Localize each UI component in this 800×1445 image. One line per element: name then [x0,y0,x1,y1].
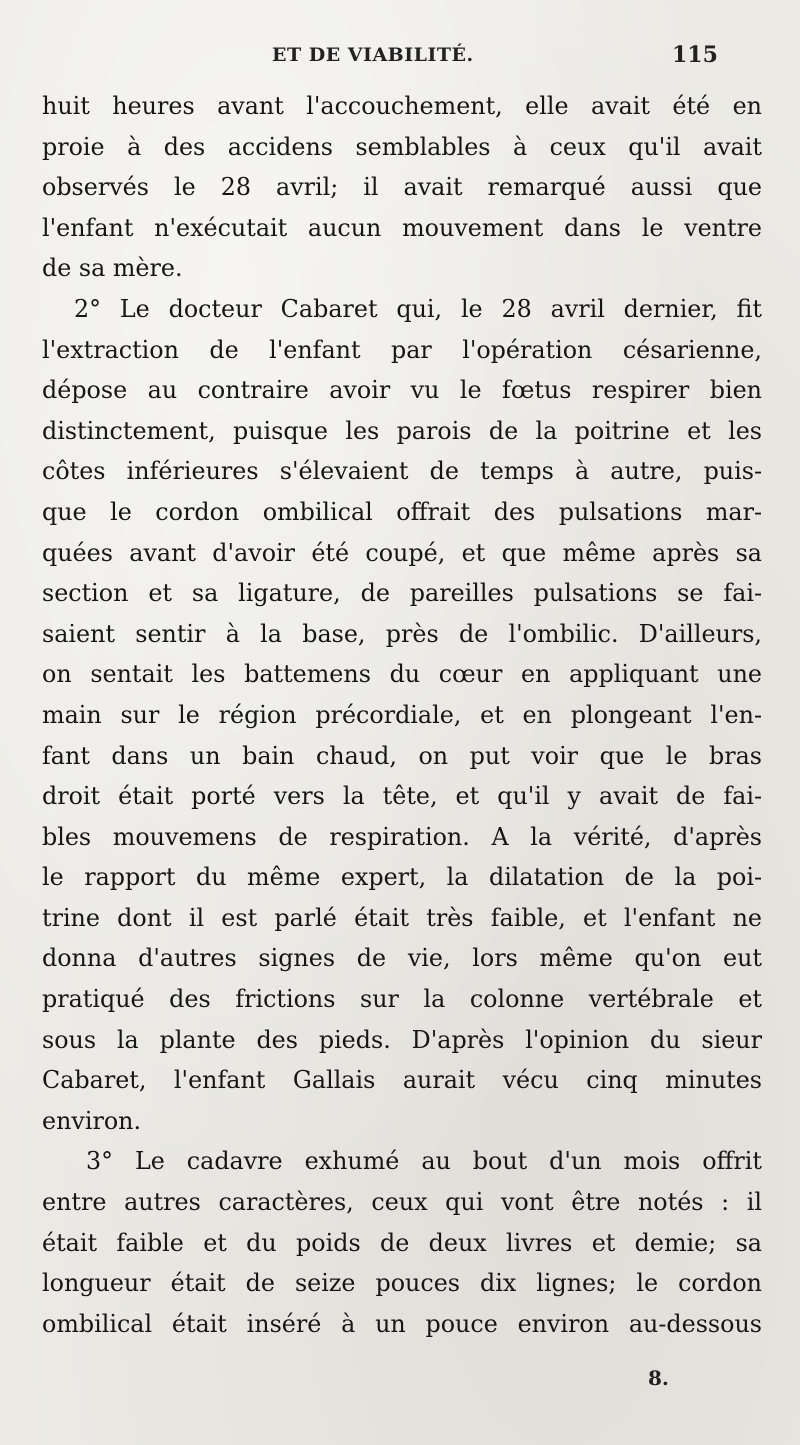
text-line: que le cordon ombilical offrait des pulsations mar- [42,497,762,526]
text-line: section et sa ligature, de pareilles pulsations se fai- [42,579,762,608]
text-line: sous la plante des pieds. D'après l'opinion du sieur [42,1025,762,1054]
text-line: huit heures avant l'accouchement, elle avait été en [42,92,762,120]
text-line: Cabaret, l'enfant Gallais aurait vécu cinq minutes [42,1066,762,1095]
body-text [42,86,762,1344]
text-line: le rapport du même expert, la dilatation de la poi- [42,863,762,892]
text-line: entre autres caractères, ceux qui vont être notés : il [42,1188,762,1217]
text-line: trine dont il est parlé était très faible, et l'enfant ne [42,903,762,932]
text-line: dépose au contraire avoir vu le fœtus respirer bien [42,376,762,405]
text-line: on sentait les battemens du cœur en appliquant une [42,660,762,689]
text-line: observés le 28 avril; il avait remarqué aussi que [42,173,762,202]
text-line: ombilical était inséré à un pouce environ au-dessous [42,1309,762,1338]
text-line: côtes inférieures s'élevaient de temps à autre, puis- [42,457,762,486]
text-line: saient sentir à la base, près de l'ombilic. D'ailleurs, [42,619,762,648]
running-head: ET DE VIABILITÉ. [272,44,474,66]
text-line: bles mouvemens de respiration. A la vérité, d'après [42,822,762,851]
text-line: fant dans un bain chaud, on put voir que le bras [42,741,762,770]
text-line: main sur le région précordiale, et en plongeant l'en- [42,700,762,729]
text-line: était faible et du poids de deux livres et demie; sa [42,1228,762,1257]
page-number: 115 [672,42,718,68]
page-header [0,40,800,80]
text-line: l'enfant n'exécutait aucun mouvement dans le ventre [42,213,762,242]
text-line: proie à des accidens semblables à ceux qu'il avait [42,132,762,161]
text-line: de sa mère. [42,254,183,283]
text-line: 2° Le docteur Cabaret qui, le 28 avril dernier, fit [74,294,762,323]
text-line: pratiqué des frictions sur la colonne vertébrale et [42,985,762,1014]
text-line: 3° Le cadavre exhumé au bout d'un mois offrit [86,1147,762,1176]
text-line: l'extraction de l'enfant par l'opération césarienne, [42,335,762,364]
text-line: distinctement, puisque les parois de la poitrine et les [42,416,762,445]
text-line: donna d'autres signes de vie, lors même qu'on eut [42,944,762,973]
text-line: environ. [42,1106,142,1135]
text-line: droit était porté vers la tête, et qu'il y avait de fai- [42,782,762,811]
signature-mark: 8. [648,1366,669,1390]
text-line: quées avant d'avoir été coupé, et que même après sa [42,538,762,567]
text-line: longueur était de seize pouces dix lignes; le cordon [42,1269,762,1298]
